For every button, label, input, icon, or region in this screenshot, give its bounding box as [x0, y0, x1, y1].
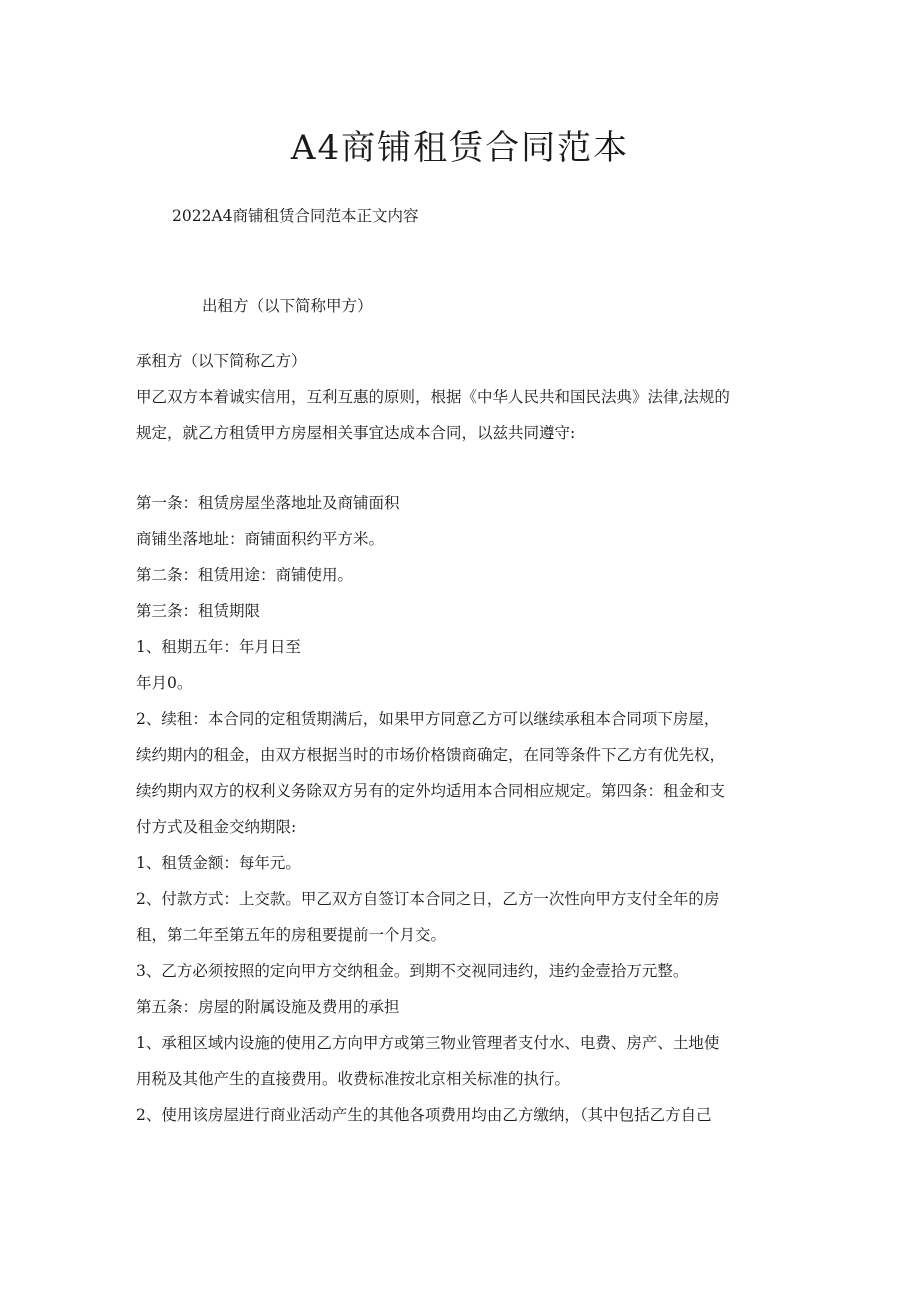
article-4-item-2-line: 租，第二年至第五年的房租要提前一个月交。 — [136, 926, 447, 944]
article-1-text: 商铺坐落地址：商铺面积约平方米。 — [136, 530, 385, 548]
document-subtitle: 2022A4商铺租赁合同范本正文内容 — [172, 207, 419, 225]
lessor-line: 出租方（以下简称甲方） — [202, 297, 373, 315]
article-3-item-2-line: 续约期内的租金，由双方根据当时的市场价格馈商确定，在同等条件下乙方有优先权， — [136, 746, 726, 764]
article-3-item-1: 1、租期五年：年月日至 — [136, 638, 301, 656]
document-title: A4商铺租赁合同范本 — [290, 128, 630, 168]
article-5-item-1 — [136, 1028, 796, 1094]
article-3-item-2-line: 2、续租：本合同的定租赁期满后，如果甲方同意乙方可以继续承租本合同项下房屋， — [136, 710, 720, 728]
article-3-item-1-cont: 年月0。 — [136, 674, 193, 692]
contract-body — [136, 346, 796, 1130]
article-1-heading: 第一条：租赁房屋坐落地址及商铺面积 — [136, 494, 400, 512]
article-2-text: 第二条：租赁用途：商铺使用。 — [136, 566, 354, 584]
preamble — [136, 382, 796, 448]
preamble-line: 甲乙双方本着诚实信用，互利互惠的原则，根据《中华人民共和国民法典》法律,法规的 — [136, 388, 730, 406]
article-5-heading: 第五条：房屋的附属设施及费用的承担 — [136, 998, 400, 1016]
article-3-item-2-line: 续约期内双方的权利义务除双方另有的定外均适用本合同相应规定。第四条：租金和支 — [136, 782, 726, 800]
article-3-item-2-line: 付方式及租金交纳期限: — [136, 818, 297, 836]
article-4-item-3: 3、乙方必须按照的定向甲方交纳租金。到期不交视同违约，违约金壹拾万元整。 — [136, 962, 689, 980]
article-4-item-2-line: 2、付款方式：上交款。甲乙双方自签订本合同之日，乙方一次性向甲方支付全年的房 — [136, 890, 720, 908]
article-5-item-2: 2、使用该房屋进行商业活动产生的其他各项费用均由乙方缴纳，（其中包括乙方自己 — [136, 1106, 712, 1124]
article-4-item-2 — [136, 884, 796, 950]
article-5-item-1-line: 1、承租区域内设施的使用乙方向甲方或第三物业管理者支付水、电费、房产、土地使 — [136, 1034, 720, 1052]
article-3-item-2 — [136, 704, 796, 842]
article-4-item-1: 1、租赁金额：每年元。 — [136, 854, 301, 872]
preamble-line: 规定，就乙方租赁甲方房屋相关事宜达成本合同，以兹共同遵守: — [136, 424, 576, 442]
article-3-heading: 第三条：租赁期限 — [136, 602, 261, 620]
article-5-item-1-line: 用税及其他产生的直接费用。收费标准按北京相关标准的执行。 — [136, 1070, 571, 1088]
lessee-line: 承租方（以下简称乙方） — [136, 352, 307, 370]
